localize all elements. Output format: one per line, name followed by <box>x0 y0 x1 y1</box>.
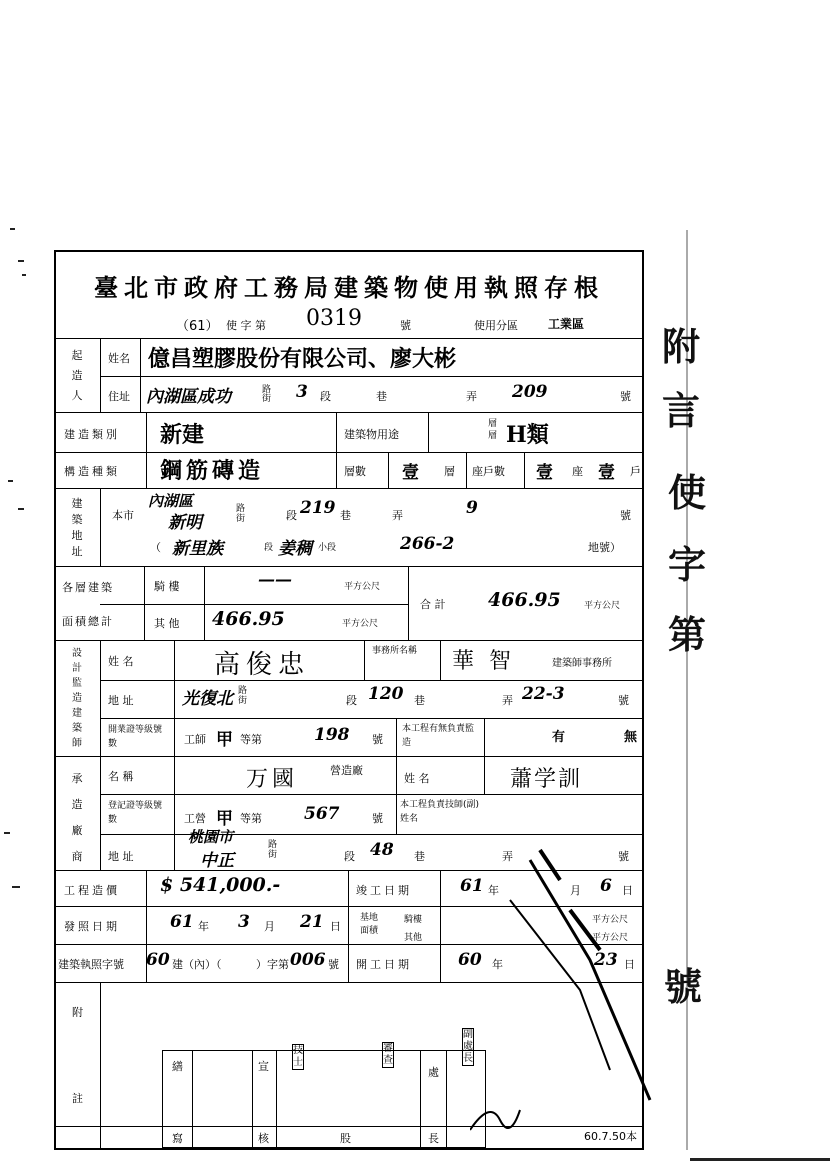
issue-year-label: 年 <box>198 920 209 933</box>
rule <box>428 412 429 452</box>
rule <box>364 640 365 680</box>
designer-number-label: 號 <box>618 694 629 707</box>
start-year: 60 <box>458 950 482 970</box>
applicant-section: 3 <box>296 382 308 402</box>
ink-scribble <box>470 840 670 1150</box>
signoff-col1: 繕 <box>172 1060 183 1073</box>
contractor-lane-label: 巷 <box>414 850 425 863</box>
rule <box>524 452 525 488</box>
structure-label: 構造種類 <box>64 465 120 478</box>
start-day: 23 <box>594 950 618 970</box>
rule <box>100 834 644 835</box>
structure-value: 鋼筋磚造 <box>160 458 265 484</box>
rule <box>100 680 644 681</box>
contractor-reg-number: 567 <box>304 804 340 824</box>
cost-value: $ 541,000.- <box>160 874 281 896</box>
rule <box>54 756 644 757</box>
contractor-road-label: 路街 <box>268 840 278 860</box>
area-other-label: 其 他 <box>154 617 180 630</box>
form-title: 臺北市政府工務局建築物使用執照存根 <box>94 273 604 302</box>
side-char: 第 <box>668 612 707 657</box>
permit-number: 0319 <box>306 306 362 331</box>
designer-name-label: 姓 名 <box>108 655 134 668</box>
site-land-section-label: 段 <box>264 543 274 553</box>
area-arcade-label: 騎 樓 <box>154 580 180 593</box>
base-arcade-unit: 平方公尺 <box>592 915 629 925</box>
units-unit-a: 座 <box>572 465 583 478</box>
rule <box>146 412 147 488</box>
permit-year: （61） <box>176 319 219 334</box>
rule <box>204 566 205 640</box>
issue-month: 3 <box>238 912 250 932</box>
cost-label: 工程造價 <box>64 884 120 897</box>
completion-year: 61 <box>460 876 484 896</box>
applicant-section-label: 段 <box>320 390 331 403</box>
rule <box>100 338 101 412</box>
contractor-number-label: 號 <box>618 850 629 863</box>
contractor-name-suffix: 營造廠 <box>330 764 363 777</box>
site-land-paren: （ <box>150 541 161 554</box>
contractor-reg-label: 登記證等級號數 <box>108 801 163 825</box>
contractor-name-value: 万國 <box>246 767 299 792</box>
floors-unit: 層 <box>444 465 455 478</box>
rule <box>100 718 644 719</box>
designer-supervisor-label: 本工程有無負責監造 <box>402 724 475 748</box>
units-value-b: 壹 <box>598 463 615 483</box>
rule <box>144 566 145 640</box>
building-use-prefix: 層 層 <box>488 419 498 441</box>
permit-value-d: 006 <box>290 950 326 970</box>
designer-license-label: 開業證等級號數 <box>108 725 163 749</box>
rule <box>174 640 175 680</box>
side-char: 使 <box>668 470 707 515</box>
area-arcade-value: —— <box>258 570 292 590</box>
designer-address-road: 光復北 <box>182 689 233 709</box>
stamp-review: 審查 <box>383 1043 393 1066</box>
contractor-reg-mid: 等第 <box>240 812 262 825</box>
site-road: 新明 <box>168 513 202 533</box>
rule <box>54 566 644 567</box>
designer-name-value: 高俊忠 <box>214 650 311 680</box>
designer-office-label: 事務所名稱 <box>372 646 418 656</box>
side-char: 附 <box>662 324 701 369</box>
site-land-number: 266-2 <box>400 534 455 554</box>
rule <box>396 718 397 756</box>
building-type-value: 新建 <box>160 422 205 448</box>
applicant-name-label: 姓名 <box>108 352 130 365</box>
rule <box>408 566 409 640</box>
completion-day-label: 日 <box>622 884 633 897</box>
completion-year-label: 年 <box>488 884 499 897</box>
rule <box>388 452 389 488</box>
notes-label-top: 附 <box>72 1006 83 1019</box>
site-alley-label: 弄 <box>392 509 403 522</box>
applicant-name-value: 億昌塑膠股份有限公司、廖大彬 <box>148 346 457 372</box>
applicant-group-label: 起造人 <box>71 349 83 402</box>
site-land-subsection-label: 小段 <box>318 543 337 553</box>
site-road-label: 路街 <box>236 504 246 524</box>
scan-speck <box>18 260 24 262</box>
permit-value-b: 建（內）（ <box>172 958 222 971</box>
scan-speck <box>10 228 15 230</box>
area-other-value: 466.95 <box>212 608 285 630</box>
start-label: 開工日期 <box>356 958 412 971</box>
designer-license-mid: 等第 <box>240 733 262 746</box>
issue-day-label: 日 <box>330 920 341 933</box>
building-use-value: H類 <box>506 422 549 448</box>
side-char: 號 <box>664 964 703 1009</box>
base-other-label: 其他 <box>404 933 423 943</box>
issue-month-label: 月 <box>264 920 275 933</box>
site-land-suffix: 地號） <box>588 541 621 554</box>
rule <box>100 982 101 1150</box>
site-city: 本市 <box>112 509 134 522</box>
building-type-label: 建造類別 <box>64 428 120 441</box>
designer-group-label: 設計監造建築師 <box>72 648 82 749</box>
area-total-value: 466.95 <box>488 589 561 611</box>
zone-value: 工業區 <box>548 317 585 331</box>
designer-lane: 120 <box>368 684 404 704</box>
area-other-unit: 平方公尺 <box>342 619 379 629</box>
scan-speck <box>8 480 13 482</box>
scan-speck <box>22 274 26 276</box>
scan-speck <box>690 1158 830 1161</box>
contractor-lane: 48 <box>370 840 394 860</box>
contractor-reg-grade: 甲 <box>216 809 233 829</box>
area-arcade-unit: 平方公尺 <box>344 582 381 592</box>
designer-number: 22-3 <box>522 684 565 704</box>
rule <box>100 604 408 605</box>
applicant-alley-label: 弄 <box>466 390 477 403</box>
site-number-label: 號 <box>620 509 631 522</box>
units-unit-b: 戶 <box>630 465 641 478</box>
building-use-label: 建築物用途 <box>344 428 399 441</box>
rule <box>348 870 349 982</box>
designer-road-label: 路街 <box>238 686 248 706</box>
completion-label: 竣工日期 <box>356 884 412 897</box>
rule <box>396 794 397 834</box>
scan-speck <box>4 832 10 834</box>
signoff-col4b: 長 <box>428 1132 439 1145</box>
permit-value-c: ）字第 <box>256 958 289 971</box>
contractor-address-city: 桃園市 <box>188 828 234 846</box>
area-total-label: 合 計 <box>420 598 446 611</box>
contractor-alley-label: 弄 <box>502 850 513 863</box>
rule <box>484 718 485 756</box>
rule <box>420 1050 421 1148</box>
signoff-col4: 處 <box>428 1066 439 1079</box>
designer-section-label: 段 <box>346 694 357 707</box>
rule <box>336 452 337 488</box>
contractor-reg-prefix: 工營 <box>184 812 206 825</box>
contractor-address-road: 中正 <box>200 851 234 871</box>
contractor-group-label: 承造廠商 <box>71 772 83 863</box>
permit-value-a: 60 <box>146 950 170 970</box>
signoff-col2b: 核 <box>258 1132 269 1145</box>
rule <box>100 640 101 870</box>
site-number: 9 <box>466 498 478 518</box>
applicant-address-district: 內湖區成功 <box>146 387 231 407</box>
rule <box>192 1050 193 1148</box>
rule <box>54 412 644 413</box>
start-year-label: 年 <box>492 958 503 971</box>
rule <box>54 452 644 453</box>
signoff-col3: 股 <box>340 1132 351 1145</box>
rule <box>100 376 644 377</box>
area-total-unit: 平方公尺 <box>584 601 621 611</box>
rule <box>54 640 644 641</box>
applicant-address-label: 住址 <box>108 390 130 403</box>
completion-day: 6 <box>600 876 612 896</box>
rule <box>484 756 485 794</box>
units-label: 座戶數 <box>472 465 505 478</box>
applicant-number-label: 號 <box>620 390 631 403</box>
area-label-line2: 面積總計 <box>62 615 114 628</box>
side-char: 言 <box>662 388 701 433</box>
issue-day: 21 <box>300 912 324 932</box>
rule <box>100 488 101 566</box>
stamp-deputy-director: 副處長 <box>463 1029 473 1064</box>
site-label: 建築地址 <box>71 497 83 558</box>
floors-value: 壹 <box>402 463 419 483</box>
issue-label: 發照日期 <box>64 920 120 933</box>
contractor-reg-suffix: 號 <box>372 812 383 825</box>
rule <box>440 870 441 982</box>
designer-office-suffix: 建築師事務所 <box>552 658 612 669</box>
designer-license-number: 198 <box>314 725 350 745</box>
rule <box>54 338 644 339</box>
signoff-col2: 宣 <box>258 1060 269 1073</box>
rule <box>446 1050 447 1148</box>
scan-speck <box>18 508 24 510</box>
designer-supervisor-a: 有 <box>552 730 566 745</box>
scan-speck <box>12 886 20 888</box>
signoff-col1b: 寫 <box>172 1132 183 1145</box>
site-land-section: 新里族 <box>172 539 223 559</box>
base-area-label: 基地面積 <box>360 913 379 936</box>
completion-month-label: 月 <box>570 884 581 897</box>
rule <box>336 412 337 452</box>
area-label-line1: 各層建築 <box>62 581 114 594</box>
designer-address-label: 地 址 <box>108 694 134 707</box>
base-other-unit: 平方公尺 <box>592 933 629 943</box>
permit-label: 建築執照字號 <box>58 958 124 971</box>
designer-supervisor-b: 無 <box>624 730 638 745</box>
applicant-lane-label: 巷 <box>376 390 387 403</box>
site-lane: 219 <box>300 498 336 518</box>
units-value-a: 壹 <box>536 463 553 483</box>
notes-label-bottom: 註 <box>72 1092 83 1105</box>
rule <box>466 452 467 488</box>
applicant-number: 209 <box>512 382 548 402</box>
permit-value-e: 號 <box>328 958 339 971</box>
rule <box>100 794 644 795</box>
designer-lane-label: 巷 <box>414 694 425 707</box>
rule <box>174 680 175 870</box>
designer-license-suffix: 號 <box>372 733 383 746</box>
contractor-name-label: 名 稱 <box>108 770 134 783</box>
rule <box>140 338 141 412</box>
contractor-section-label: 段 <box>344 850 355 863</box>
stamp-technician: 技士 <box>293 1045 303 1068</box>
designer-license-grade: 甲 <box>216 730 233 750</box>
start-day-label: 日 <box>624 958 635 971</box>
contractor-person-label: 姓 名 <box>404 772 430 785</box>
permit-prefix: 使 字 第 <box>226 319 266 332</box>
floors-label: 層數 <box>344 465 366 478</box>
zone-label: 使用分區 <box>474 319 518 332</box>
site-section-label: 段 <box>286 509 297 522</box>
contractor-person-value: 蕭学訓 <box>510 767 583 792</box>
site-lane-label: 巷 <box>340 509 351 522</box>
rule <box>396 756 397 794</box>
issue-year: 61 <box>170 912 194 932</box>
base-arcade-label: 騎樓 <box>404 915 423 925</box>
rule <box>276 1050 277 1148</box>
applicant-road-label: 路街 <box>262 385 272 404</box>
designer-license-prefix: 工師 <box>184 733 206 746</box>
designer-office-value: 華 智 <box>452 649 515 674</box>
contractor-address-label: 地 址 <box>108 850 134 863</box>
side-char: 字 <box>668 542 707 587</box>
rule <box>440 640 441 680</box>
designer-alley-label: 弄 <box>502 694 513 707</box>
contractor-engineer-label: 本工程負責技師(副)姓名 <box>400 800 480 824</box>
site-land-subsection: 姜稠 <box>278 539 312 559</box>
rule <box>54 488 644 489</box>
number-suffix: 號 <box>400 319 411 332</box>
site-district: 內湖區 <box>148 492 194 510</box>
footer-print-note: 60.7.50本 <box>584 1130 637 1143</box>
rule <box>252 1050 253 1148</box>
